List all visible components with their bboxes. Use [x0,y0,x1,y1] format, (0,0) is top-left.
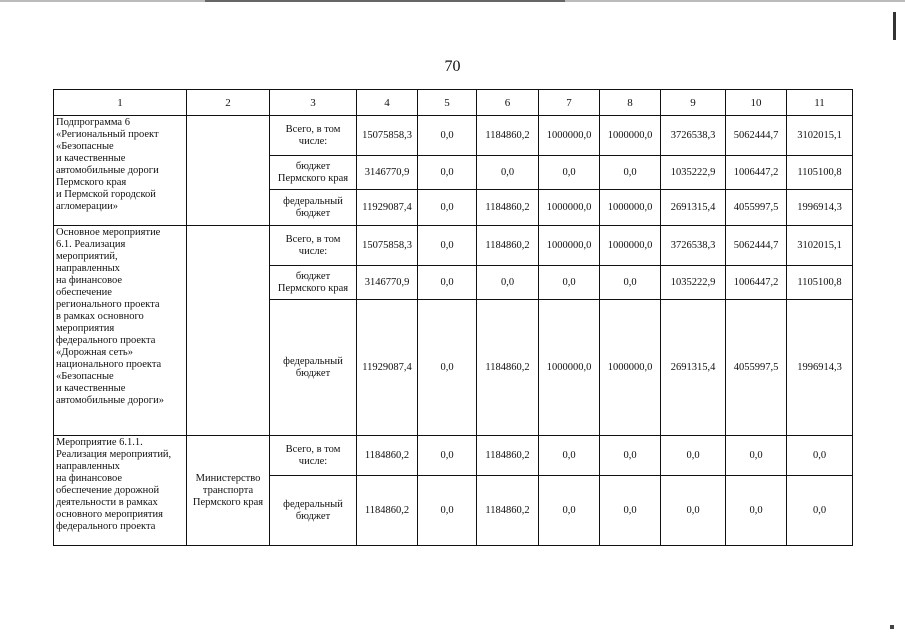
amount-cell: 1184860,2 [357,476,418,546]
amount-cell: 1035222,9 [661,266,726,300]
amount-cell: 0,0 [726,476,787,546]
scan-mark [890,625,894,629]
amount-cell: 5062444,7 [726,226,787,266]
amount-cell: 1184860,2 [477,476,539,546]
amount-cell: 0,0 [661,436,726,476]
scan-edge-line [205,0,565,2]
table-row [54,436,853,476]
amount-cell: 1184860,2 [357,436,418,476]
amount-cell: 15075858,3 [357,116,418,156]
amount-cell: 0,0 [418,226,477,266]
column-header: 3 [270,90,357,116]
amount-cell: 1105100,8 [787,156,853,190]
amount-cell: 0,0 [600,266,661,300]
amount-cell: 1000000,0 [539,226,600,266]
amount-cell: 0,0 [539,476,600,546]
amount-cell: 0,0 [726,436,787,476]
column-header: 11 [787,90,853,116]
amount-cell: 0,0 [787,436,853,476]
amount-cell: 1996914,3 [787,190,853,226]
amount-cell: 1000000,0 [539,300,600,436]
column-header: 8 [600,90,661,116]
amount-cell: 0,0 [661,476,726,546]
table-row [54,226,853,266]
amount-cell: 1000000,0 [539,116,600,156]
column-header: 5 [418,90,477,116]
amount-cell: 1184860,2 [477,190,539,226]
amount-cell: 1000000,0 [600,300,661,436]
amount-cell: 11929087,4 [357,190,418,226]
amount-cell: 15075858,3 [357,226,418,266]
amount-cell: 2691315,4 [661,190,726,226]
amount-cell: 0,0 [418,266,477,300]
activity-name-cell: Мероприятие 6.1.1. Реализация мероприятий, направленных на финансовое обеспечение дорожной деятельности в рамках основного мероприятия федерального проекта [54,436,187,546]
column-header: 9 [661,90,726,116]
amount-cell: 0,0 [539,156,600,190]
amount-cell: 0,0 [787,476,853,546]
funding-source-cell: Всего, в том числе: [270,116,357,156]
scan-mark [893,12,896,40]
page-number: 70 [444,58,461,75]
amount-cell: 0,0 [418,190,477,226]
activity-name-cell: Основное мероприятие 6.1. Реализация мероприятий, направленных на финансовое обеспечение регионального проекта в рамках основного мероприятия федерального проекта «Дорожная сеть» национального проекта «Безопасные и качественные автомобильные дороги» [54,226,187,436]
amount-cell: 3146770,9 [357,266,418,300]
amount-cell: 1184860,2 [477,116,539,156]
amount-cell: 1035222,9 [661,156,726,190]
amount-cell: 0,0 [418,156,477,190]
amount-cell: 1184860,2 [477,226,539,266]
amount-cell: 4055997,5 [726,300,787,436]
activity-name-cell: Подпрограмма 6 «Региональный проект «Безопасные и качественные автомобильные дороги Пермского края и Пермской городской агломерации» [54,116,187,226]
column-header: 10 [726,90,787,116]
funding-table [53,89,853,546]
amount-cell: 1000000,0 [600,116,661,156]
column-header: 2 [187,90,270,116]
funding-source-cell: бюджет Пермского края [270,156,357,190]
amount-cell: 0,0 [600,156,661,190]
amount-cell: 0,0 [600,436,661,476]
table-row [54,116,853,156]
amount-cell: 1996914,3 [787,300,853,436]
funding-source-cell: Всего, в том числе: [270,226,357,266]
executor-cell: Министерство транспорта Пермского края [187,436,270,546]
amount-cell: 3102015,1 [787,226,853,266]
amount-cell: 0,0 [600,476,661,546]
header-row [54,90,853,116]
amount-cell: 1006447,2 [726,266,787,300]
executor-cell [187,116,270,226]
amount-cell: 1105100,8 [787,266,853,300]
amount-cell: 3102015,1 [787,116,853,156]
amount-cell: 2691315,4 [661,300,726,436]
amount-cell: 3726538,3 [661,116,726,156]
amount-cell: 3146770,9 [357,156,418,190]
funding-source-cell: федеральный бюджет [270,300,357,436]
amount-cell: 0,0 [418,476,477,546]
amount-cell: 1006447,2 [726,156,787,190]
funding-source-cell: федеральный бюджет [270,190,357,226]
column-header: 7 [539,90,600,116]
amount-cell: 0,0 [539,436,600,476]
column-header: 4 [357,90,418,116]
executor-cell [187,226,270,436]
column-header: 6 [477,90,539,116]
amount-cell: 0,0 [539,266,600,300]
amount-cell: 1000000,0 [600,226,661,266]
amount-cell: 0,0 [477,156,539,190]
amount-cell: 3726538,3 [661,226,726,266]
amount-cell: 0,0 [418,116,477,156]
amount-cell: 1000000,0 [539,190,600,226]
column-header: 1 [54,90,187,116]
amount-cell: 1184860,2 [477,300,539,436]
amount-cell: 0,0 [418,436,477,476]
amount-cell: 0,0 [477,266,539,300]
amount-cell: 11929087,4 [357,300,418,436]
amount-cell: 1000000,0 [600,190,661,226]
funding-source-cell: бюджет Пермского края [270,266,357,300]
amount-cell: 5062444,7 [726,116,787,156]
funding-source-cell: федеральный бюджет [270,476,357,546]
amount-cell: 1184860,2 [477,436,539,476]
amount-cell: 4055997,5 [726,190,787,226]
funding-source-cell: Всего, в том числе: [270,436,357,476]
amount-cell: 0,0 [418,300,477,436]
